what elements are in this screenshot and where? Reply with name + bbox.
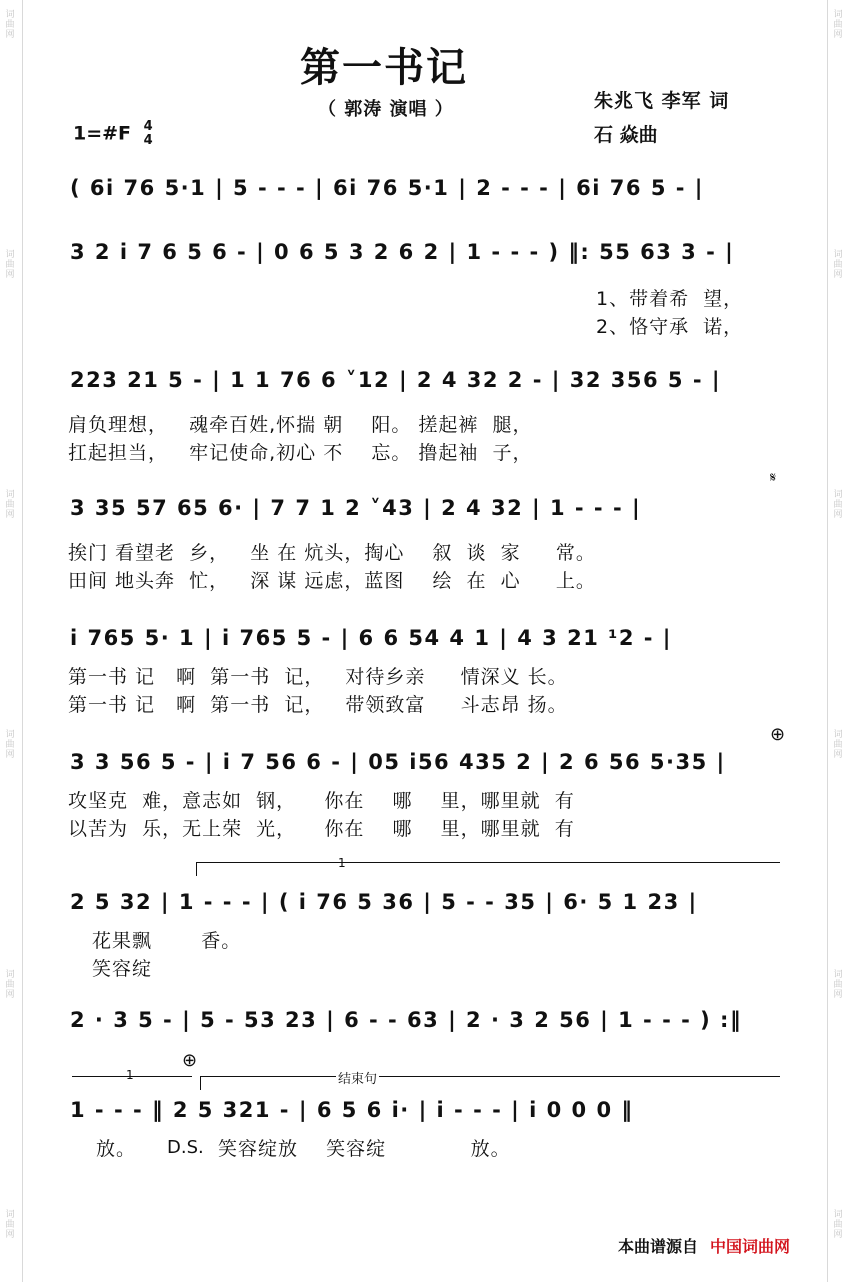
watermark-text: 词曲网	[833, 250, 843, 280]
score-line-5: i 765 5· 1 | i 765 5 - | 6 6 54 4 1 | 4 3 21 ¹2 - |	[70, 626, 672, 650]
volta-label: 1	[338, 856, 346, 870]
composer-credit: 石 焱曲	[594, 124, 658, 146]
score-line-4: 3 35 57 65 6· | 7 7 1 2 ˅43 | 2 4 32 | 1 - - - |	[70, 496, 642, 520]
lyric-line-5-verse-1: 第一书 记 啊 第一书 记， 对待乡亲 情深义 长。	[68, 666, 568, 688]
watermark-text: 词曲网	[833, 1210, 843, 1240]
score-line-9: 1 - - - ‖ 2 5 321 - | 6 5 6 i· | i - - - | i 0 0 0 ‖	[70, 1098, 634, 1122]
lyric-line-4-verse-1: 挨门 看望老 乡， 坐 在 炕头，掏心 叙 谈 家 常。	[68, 542, 596, 564]
coda-icon: ⊕	[182, 1050, 198, 1071]
song-title: 第一书记	[300, 45, 468, 91]
lyric-line-9-ending: 笑容绽放 笑容绽 放。	[218, 1138, 511, 1160]
key-signature	[73, 120, 153, 148]
lyric-line-7-verse-2: 笑容绽	[92, 958, 153, 980]
watermark-text: 词曲网	[5, 1210, 15, 1240]
key-label: 1=#F	[73, 122, 132, 145]
performer-credit: （ 郭涛 演唱 ）	[318, 99, 454, 120]
time-signature	[144, 120, 153, 148]
volta-label-2: 1	[126, 1068, 134, 1082]
watermark-text: 词曲网	[833, 10, 843, 40]
volta-bracket	[196, 862, 780, 863]
lyricist-credit: 朱兆飞 李军 词	[594, 90, 730, 112]
da-segno-mark: D.S.	[167, 1137, 204, 1158]
time-sig-top: 4	[143, 119, 153, 134]
lyric-line-3-verse-2: 扛起担当， 牢记使命,初心 不 忘。 撸起袖 子，	[68, 442, 533, 464]
lyric-line-3-verse-1: 肩负理想， 魂牵百姓,怀揣 朝 阳。 搓起裤 腿，	[68, 414, 533, 436]
lyric-line-7-verse-1: 花果飘 香。	[92, 930, 242, 952]
segno-icon: 𝄋	[770, 470, 777, 486]
score-line-1: ( 6i 76 5·1 | 5 - - - | 6i 76 5·1 | 2 - - - | 6i 76 5 - |	[70, 176, 704, 200]
watermark-text: 词曲网	[833, 970, 843, 1000]
watermark-text: 词曲网	[5, 730, 15, 760]
lyric-line-6-verse-1: 攻坚克 难，意志如 钢， 你在 哪 里，哪里就 有	[68, 790, 575, 812]
left-watermark-strip	[0, 0, 23, 1282]
watermark-text: 词曲网	[5, 250, 15, 280]
lyric-line-2-verse-2: 2、恪守承 诺，	[596, 316, 744, 338]
source-label: 本曲谱源自	[618, 1237, 699, 1256]
score-line-2: 3 2 i 7 6 5 6 - | 0 6 5 3 2 6 2 | 1 - - - ) ‖: 55 63 3 - |	[70, 240, 735, 264]
volta-bracket-edge	[196, 862, 197, 876]
score-line-3: 223 21 5 - | 1 1 76 6 ˅12 | 2 4 32 2 - | 32 356 5 - |	[70, 368, 722, 392]
watermark-text: 词曲网	[5, 970, 15, 1000]
ending-bracket	[200, 1076, 780, 1077]
watermark-text: 词曲网	[5, 10, 15, 40]
watermark-text: 词曲网	[5, 490, 15, 520]
time-sig-bottom: 4	[143, 133, 153, 148]
ending-bracket-edge	[200, 1076, 201, 1090]
coda-icon: ⊕	[770, 724, 786, 745]
watermark-text: 词曲网	[833, 730, 843, 760]
lyric-line-5-verse-2: 第一书 记 啊 第一书 记， 带领致富 斗志昂 扬。	[68, 694, 568, 716]
source-footer	[618, 1234, 790, 1257]
lyric-line-6-verse-2: 以苦为 乐，无上荣 光， 你在 哪 里，哪里就 有	[68, 818, 575, 840]
site-link[interactable]: 中国词曲网	[710, 1237, 791, 1256]
right-watermark-strip	[827, 0, 850, 1282]
lyric-line-4-verse-2: 田间 地头奔 忙， 深 谋 远虑，蓝图 绘 在 心 上。	[68, 570, 596, 592]
score-line-6: 3 3 56 5 - | i 7 56 6 - | 05 i56 435 2 | 2 6 56 5·35 |	[70, 750, 726, 774]
ending-label: 结束句	[336, 1068, 379, 1087]
lyric-line-2-verse-1: 1、带着希 望，	[596, 288, 744, 310]
watermark-text: 词曲网	[833, 490, 843, 520]
score-line-7: 2 5 32 | 1 - - - | ( i 76 5 36 | 5 - - 35 | 6· 5 1 23 |	[70, 890, 698, 914]
score-line-8: 2 · 3 5 - | 5 - 53 23 | 6 - - 63 | 2 · 3 2 56 | 1 - - - ) :‖	[70, 1008, 742, 1032]
lyric-line-9-verse-1: 放。	[96, 1138, 137, 1160]
